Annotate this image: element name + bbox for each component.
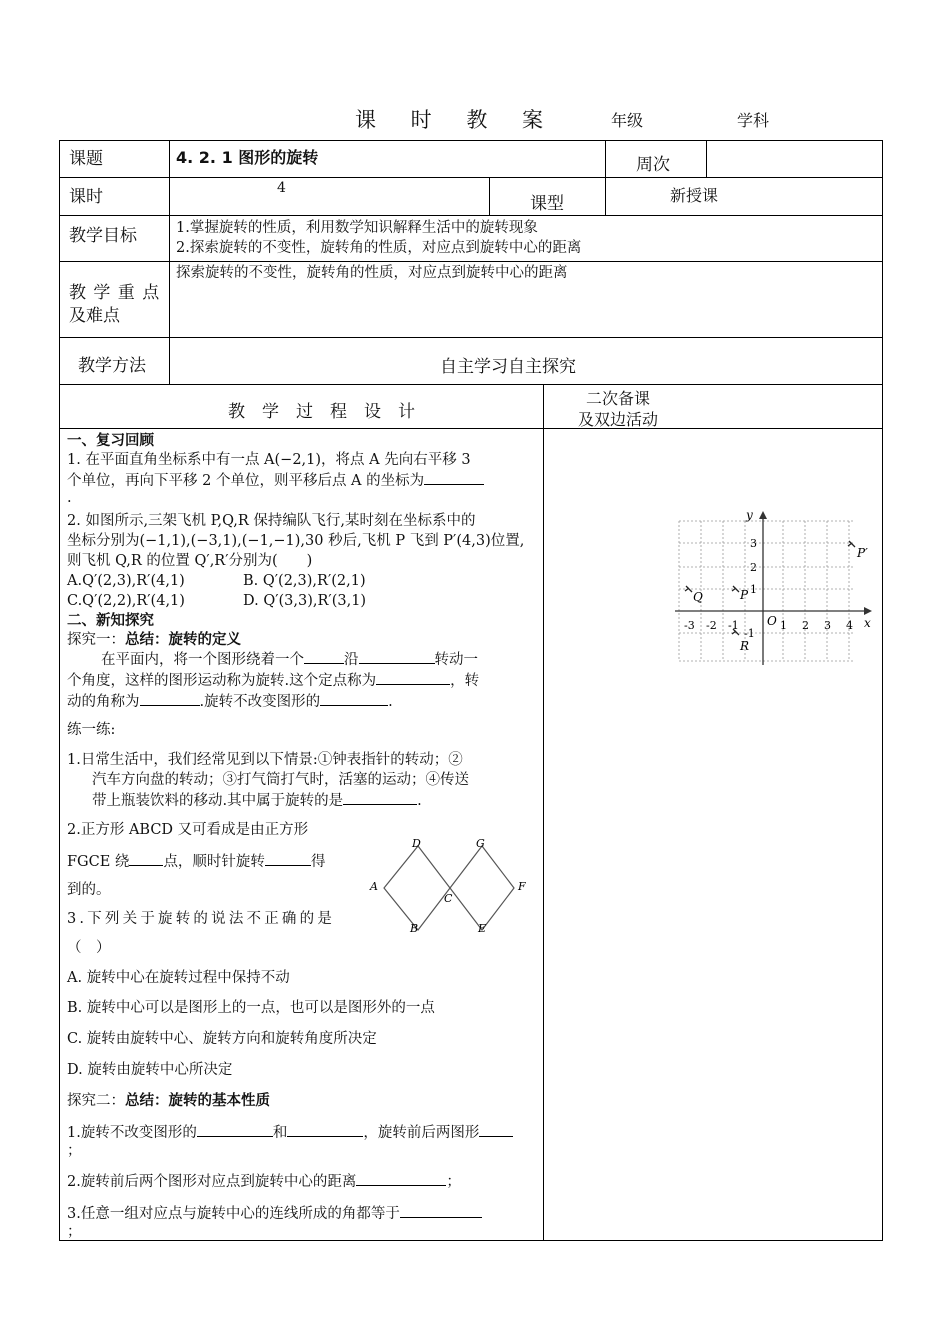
definition-line-3: 动的角称为 .旋转不改变图形的 . bbox=[67, 691, 393, 713]
p3-option-a: A. 旋转中心在旋转过程中保持不动 bbox=[67, 970, 290, 986]
x-tick-neg2: -2 bbox=[706, 619, 717, 632]
second-label-2: 及双边活动 bbox=[578, 410, 659, 429]
key-label-2: 及难点 bbox=[69, 306, 120, 326]
property-2: 2.旋转前后两个图形对应点到旋转中心的距离 ； bbox=[67, 1171, 461, 1193]
point-q-label: Q bbox=[693, 590, 703, 604]
goal-2: 2.探索旋转的不变性，旋转角的性质，对应点到旋转中心的距离 bbox=[176, 240, 582, 256]
y-axis-arrow bbox=[759, 511, 767, 519]
q1-line-1: 1. 在平面直角坐标系中有一点 A(−2,1)，将点 A 先向右平移 3 bbox=[67, 452, 471, 468]
q2-option-a: A.Q′(2,3),R′(4,1) bbox=[67, 573, 185, 589]
p2-line-3: 到的。 bbox=[67, 882, 111, 898]
p3-line-2: （ ） bbox=[67, 940, 111, 956]
q2-line-3: 则飞机 Q,R 的位置 Q′,R′分别为( ) bbox=[67, 553, 313, 569]
p3-line-1: 3.下列关于旋转的说法不正确的是 bbox=[67, 911, 336, 927]
label-e: E bbox=[478, 922, 487, 934]
topic-value: 4. 2. 1 图形的旋转 bbox=[176, 148, 319, 167]
x-tick-neg3: -3 bbox=[684, 619, 695, 632]
y-tick-neg1: -1 bbox=[744, 627, 755, 640]
q2-line-1: 2. 如图所示,三架飞机 P,Q,R 保持编队飞行,某时刻在坐标系中的 bbox=[67, 513, 476, 529]
point-r-label: R bbox=[740, 639, 750, 653]
p3-option-d: D. 旋转由旋转中心所决定 bbox=[67, 1062, 233, 1078]
property-3-end: ； bbox=[67, 1224, 82, 1240]
process-label: 教 学 过 程 设 计 bbox=[228, 402, 415, 422]
label-f: F bbox=[518, 880, 526, 893]
x-tick-4: 4 bbox=[846, 619, 853, 632]
grid bbox=[679, 521, 855, 661]
p3-option-c: C. 旋转由旋转中心、旋转方向和旋转角度所决定 bbox=[67, 1031, 377, 1047]
x-tick-neg1: -1 bbox=[728, 619, 739, 632]
y-tick-1: 1 bbox=[750, 583, 757, 596]
p2-line-2: FGCE 绕 点，顺时针旋转 得 bbox=[67, 851, 325, 873]
subject-label: 学科 bbox=[737, 111, 770, 130]
section-2-title: 二、新知探究 bbox=[67, 612, 154, 629]
week-label: 周次 bbox=[636, 155, 670, 175]
y-tick-2: 2 bbox=[750, 561, 757, 574]
square-fgce bbox=[450, 846, 514, 930]
p1-line-2: 汽车方向盘的转动；③打气筒打气时，活塞的运动；④传送 bbox=[92, 772, 469, 788]
p2-line-1: 2.正方形 ABCD 又可看成是由正方形 bbox=[67, 822, 309, 838]
property-3: 3.任意一组对应点与旋转中心的连线所成的角都等于 bbox=[67, 1203, 482, 1225]
q2-option-b: B. Q′(2,3),R′(2,1) bbox=[243, 573, 366, 589]
origin-label: O bbox=[767, 614, 777, 628]
label-g: G bbox=[476, 837, 485, 850]
section-1-title: 一、复习回顾 bbox=[67, 432, 154, 449]
type-label: 课型 bbox=[530, 194, 564, 214]
method-value: 自主学习自主探究 bbox=[440, 357, 576, 377]
property-1: 1.旋转不改变图形的 和 ，旋转前后两图形 bbox=[67, 1122, 513, 1144]
x-axis-arrow bbox=[864, 607, 872, 615]
p1-line-1: 1.日常生活中，我们经常见到以下情景:①钟表指针的转动；② bbox=[67, 752, 463, 768]
goal-1: 1.掌握旋转的性质，利用数学知识解释生活中的旋转现象 bbox=[176, 220, 538, 236]
key-value: 探索旋转的不变性，旋转角的性质，对应点到旋转中心的距离 bbox=[176, 265, 568, 281]
plane-q-icon bbox=[685, 586, 692, 592]
method-label: 教学方法 bbox=[78, 356, 146, 376]
topic-label: 课题 bbox=[69, 149, 103, 169]
second-label-1: 二次备课 bbox=[586, 389, 651, 408]
label-a: A bbox=[370, 880, 378, 893]
q1-line-3: . bbox=[67, 490, 72, 506]
q2-option-d: D. Q′(3,3),R′(3,1) bbox=[243, 593, 367, 609]
definition-line-1: 在平面内，将一个图形绕着一个 沿 转动一 bbox=[101, 649, 478, 671]
y-axis-label: y bbox=[746, 508, 753, 522]
p3-option-b: B. 旋转中心可以是图形上的一点，也可以是图形外的一点 bbox=[67, 1000, 435, 1016]
grade-label: 年级 bbox=[611, 111, 644, 130]
definition-line-2: 个角度，这样的图形运动称为旋转.这个定点称为 ，转 bbox=[67, 670, 479, 692]
x-tick-3: 3 bbox=[824, 619, 831, 632]
point-p-label: P bbox=[740, 588, 749, 602]
period-value: 4 bbox=[277, 180, 286, 196]
point-p-prime-label: P′ bbox=[857, 546, 868, 560]
q2-option-c: C.Q′(2,2),R′(4,1) bbox=[67, 593, 185, 609]
p1-line-3: 带上瓶装饮料的移动.其中属于旋转的是 . bbox=[92, 790, 422, 812]
explore-1-heading: 探究一：总结：旋转的定义 bbox=[67, 631, 241, 648]
key-label-1: 教 学 重 点 bbox=[69, 283, 161, 303]
q2-line-2: 坐标分别为(−1,1),(−3,1),(−1,−1),30 秒后,飞机 P 飞到 P′(4,3)位置, bbox=[67, 533, 525, 549]
y-tick-3: 3 bbox=[750, 537, 757, 550]
label-b: B bbox=[410, 922, 419, 934]
label-d: D bbox=[412, 837, 421, 850]
period-label: 课时 bbox=[69, 187, 103, 207]
x-axis-label: x bbox=[864, 616, 871, 630]
property-1-end: ； bbox=[67, 1143, 82, 1159]
label-c: C bbox=[444, 892, 453, 905]
squares-figure bbox=[366, 834, 536, 934]
page-title: 课 时 教 案 bbox=[355, 108, 558, 132]
x-tick-1: 1 bbox=[780, 619, 787, 632]
coordinate-figure bbox=[670, 505, 880, 670]
x-tick-2: 2 bbox=[802, 619, 809, 632]
explore-2-heading: 探究二：总结：旋转的基本性质 bbox=[67, 1092, 270, 1109]
q1-line-2: 个单位，再向下平移 2 个单位，则平移后点 A 的坐标为 bbox=[67, 470, 484, 492]
goals-label: 教学目标 bbox=[69, 226, 137, 246]
type-value: 新授课 bbox=[670, 186, 719, 205]
practice-label: 练一练: bbox=[67, 722, 116, 738]
plane-p-icon bbox=[732, 586, 739, 592]
square-abcd bbox=[384, 846, 450, 930]
